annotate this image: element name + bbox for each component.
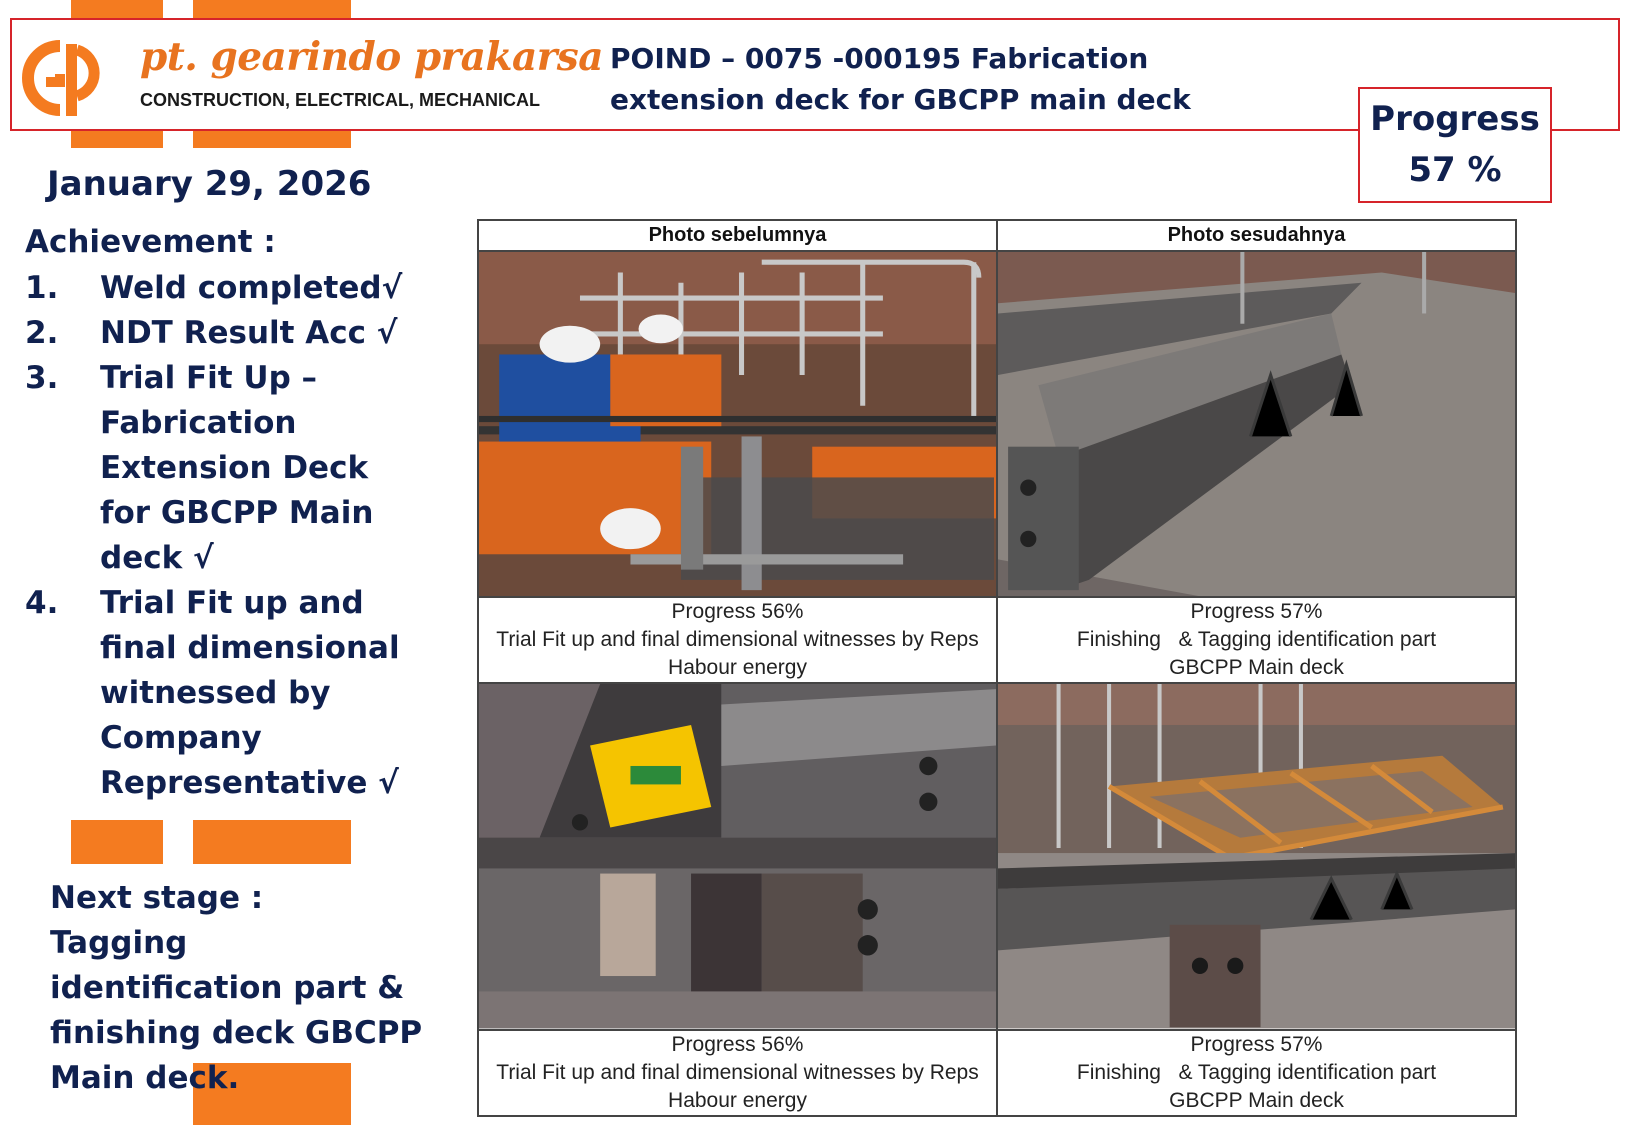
progress-badge [1358,87,1552,203]
caption-after-2 [997,1030,1516,1116]
report-date: January 29, 2026 [47,164,372,204]
company-name: pt. gearindo prakarsa [140,34,604,80]
caption-line: Habour energy [668,656,807,680]
photo-after-1 [998,252,1515,596]
photo-before-1 [479,252,996,596]
next-stage [50,876,450,1101]
item-text: Weld completed√ [100,270,403,306]
item-text: Trial Fit up and final dimensional witnessed by Company Representative √ [100,585,400,801]
photo-cell-before-2 [478,683,997,1029]
photo-cell-after-2 [997,683,1516,1029]
achievement-item [25,311,425,356]
caption-line: Trial Fit up and final dimensional witnesses by Reps [496,1060,979,1084]
caption-line: Habour energy [668,1088,807,1112]
caption-line: GBCPP Main deck [1169,1088,1344,1112]
caption-line: Trial Fit up and final dimensional witnesses by Reps [496,628,979,652]
column-header-before: Photo sebelumnya [478,220,997,251]
caption-line: GBCPP Main deck [1169,656,1344,680]
progress-value: 57 % [1408,150,1502,190]
orange-accent-bar-mid-right [193,820,351,864]
photo-after-2 [998,684,1515,1028]
column-header-after: Photo sesudahnya [997,220,1516,251]
achievement-item [25,581,420,806]
caption-line: Progress 57% [1190,1032,1323,1056]
next-stage-heading: Next stage : [50,880,264,916]
item-number: 3. [25,360,59,396]
company-logo-icon [20,38,120,118]
item-number: 4. [25,585,59,621]
photo-cell-after-1 [997,251,1516,597]
orange-accent-bar-mid-left [71,820,163,864]
title-line-2: extension deck for GBCPP main deck [610,83,1191,116]
title-line-1: POIND – 0075 -000195 Fabrication [610,42,1149,75]
caption-line: Progress 56% [671,600,804,624]
caption-line: Finishing & Tagging identification part [1076,1060,1437,1084]
achievement-item [25,266,425,311]
item-text: Trial Fit Up – Fabrication Extension Deck for GBCPP Main deck √ [100,360,374,576]
company-tagline: CONSTRUCTION, ELECTRICAL, MECHANICAL [140,90,540,110]
item-number: 2. [25,315,59,351]
photo-comparison-table [477,219,1517,1117]
item-number: 1. [25,270,59,306]
achievement-item [25,356,390,581]
caption-before-2 [478,1030,997,1116]
achievement-list [25,266,425,806]
page-title [610,38,1230,120]
achievement-heading: Achievement : [25,224,276,260]
caption-after-1 [997,597,1516,683]
caption-before-1 [478,597,997,683]
next-stage-text: Tagging identification part & finishing deck GBCPP Main deck. [50,925,423,1096]
photo-cell-before-1 [478,251,997,597]
progress-label: Progress [1370,99,1540,139]
photo-before-2 [479,684,996,1028]
caption-line: Finishing & Tagging identification part [1076,628,1437,652]
item-text: NDT Result Acc √ [100,315,398,351]
caption-line: Progress 56% [671,1032,804,1056]
caption-line: Progress 57% [1190,600,1323,624]
